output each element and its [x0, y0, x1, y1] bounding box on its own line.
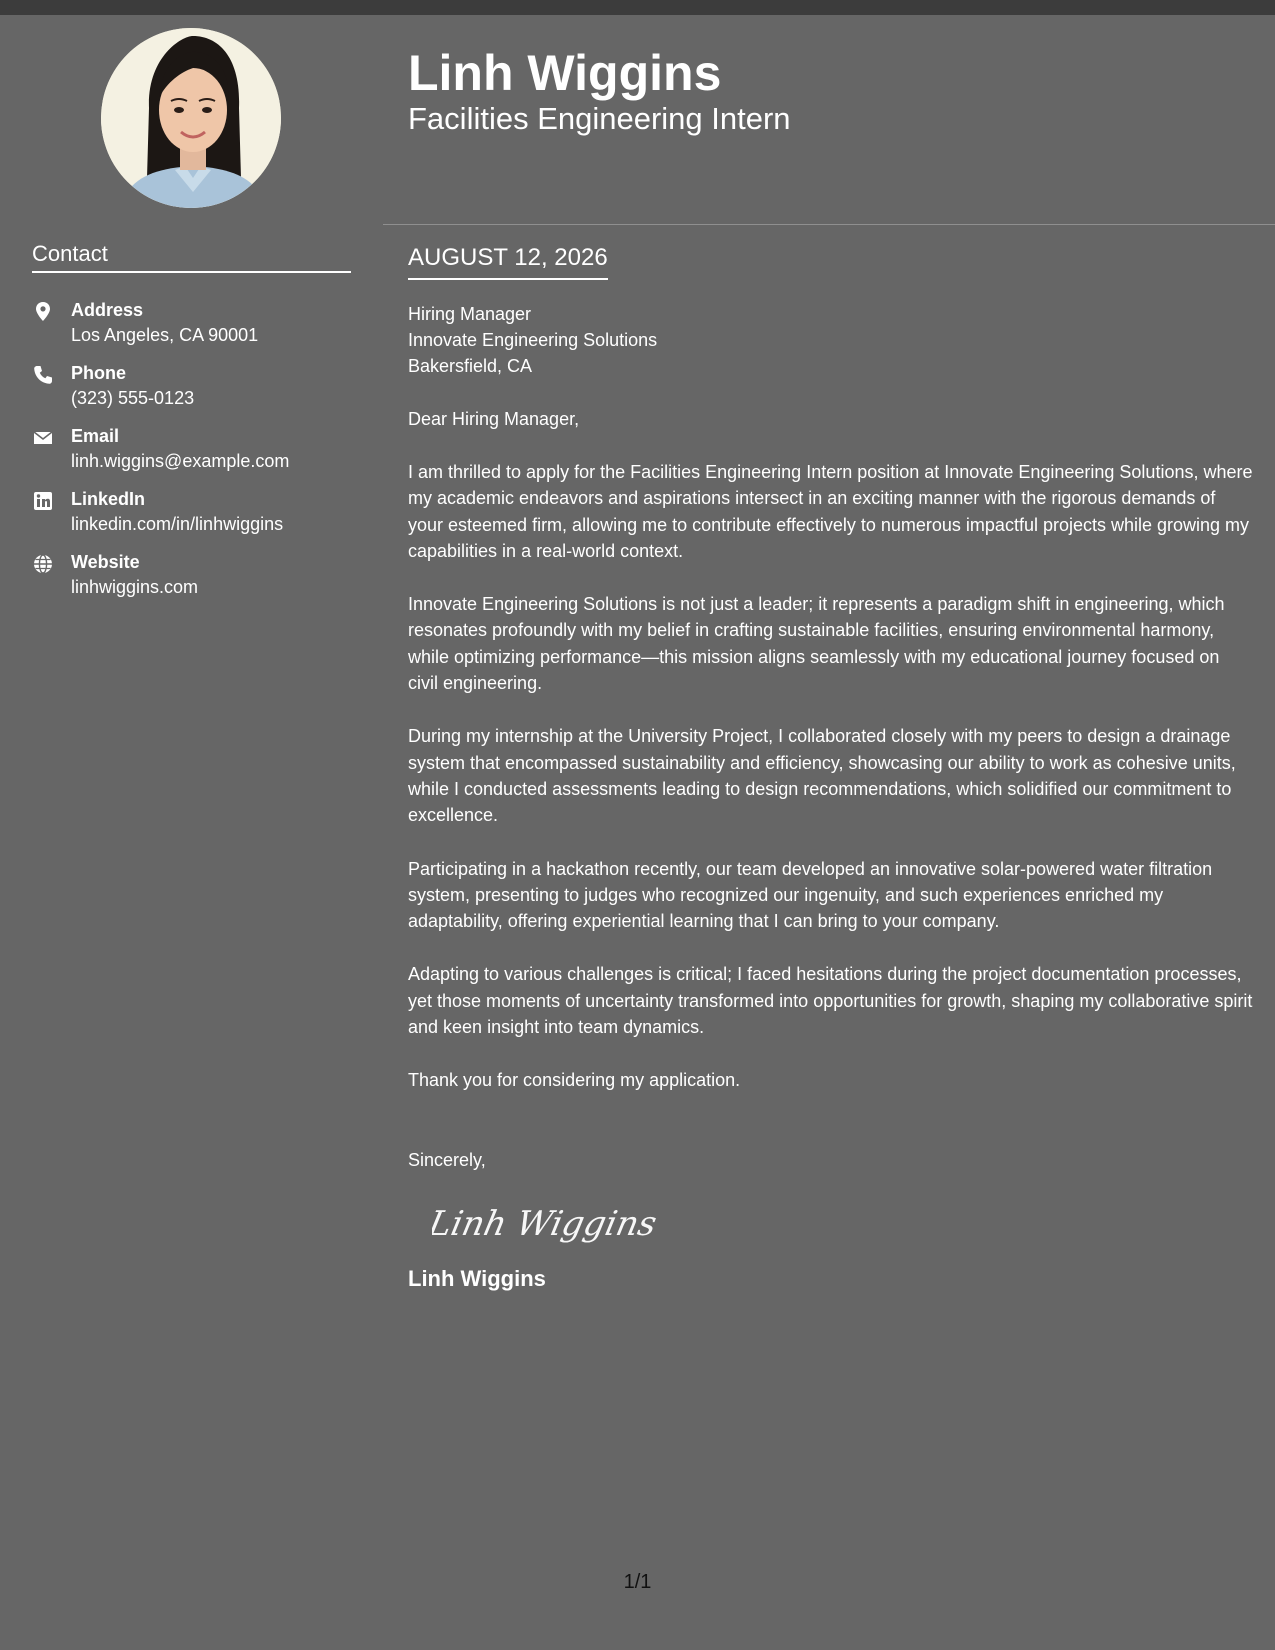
contact-value: (323) 555-0123 [71, 388, 195, 408]
body-paragraph: Thank you for considering my application. [408, 1070, 741, 1091]
body-paragraph: Innovate Engineering Solutions is not just a leader; it represents a paradigm shift in engineering, which resonates profoundly with my belief in crafting sustainable facilities, ensuring environmental harmony, while optimizing performance—this mission aligns seamlessly with my educational journey focused on civil engineering. [408, 594, 1225, 694]
body-paragraph: Participating in a hackathon recently, our team developed an innovative solar-powered water filtration system, presenting to judges who recognized our ingenuity, and such experiences enriched my adaptability, offering experiential learning that I can bring to your company. [408, 858, 1213, 932]
contact-value: linhwiggins.com [71, 577, 199, 597]
globe-icon [32, 553, 54, 575]
letter-date: AUGUST 12, 2026 [408, 244, 608, 280]
signature-image [432, 1191, 672, 1255]
body-paragraph: During my internship at the University Project, I collaborated closely with my peers to design a drainage system that encompassed sustainability and efficiency, showcasing our ability to work as cohesive units, while I conducted assessments leading to design recommendations, which solidified our commitment to excellence. [408, 726, 1236, 826]
sidebar [0, 15, 383, 1650]
avatar [101, 28, 281, 208]
contact-label: Website [71, 552, 140, 572]
contact-value: linh.wiggins@example.com [71, 451, 290, 471]
signer-name: Linh Wiggins [408, 1265, 546, 1291]
contact-value: Los Angeles, CA 90001 [71, 325, 259, 345]
contact-item-website [32, 551, 362, 614]
contact-label: Email [71, 426, 120, 446]
contact-heading: Contact [32, 241, 351, 273]
contact-label: Phone [71, 363, 127, 383]
phone-icon [32, 364, 54, 386]
portrait-image [101, 28, 281, 208]
body-paragraph: I am thrilled to apply for the Facilities Engineering Intern position at Innovate Engineering Solutions, where my academic endeavors and aspirations intersect in an exciting manner with the rigorous demands of your esteemed firm, allowing me to contribute effectively to numerous impactful projects while growing my capabilities in a real-world context. [408, 462, 1253, 561]
handwritten-signature [432, 1191, 1253, 1255]
recipient-line: Bakersfield, CA [408, 356, 533, 376]
contact-item-phone [32, 362, 362, 425]
signature-text: Linh Wiggins [432, 1203, 661, 1244]
recipient-line: Hiring Manager [408, 304, 532, 324]
page-number: 1/1 [623, 1571, 652, 1593]
linkedin-icon [32, 490, 54, 512]
location-pin-icon [32, 301, 54, 323]
recipient-line: Innovate Engineering Solutions [408, 330, 658, 350]
applicant-name: Linh Wiggins [408, 45, 722, 101]
recipient-block [408, 301, 1253, 379]
job-title: Facilities Engineering Intern [408, 101, 791, 136]
salutation: Dear Hiring Manager, [408, 409, 580, 429]
contact-label: LinkedIn [71, 489, 146, 509]
top-bar [0, 0, 1275, 15]
header [408, 45, 791, 137]
body-paragraph: Adapting to various challenges is critical; I faced hesitations during the project documentation processes, yet those moments of uncertainty transformed into opportunities for growth, shaping my collaborative spirit and keen insight into team dynamics. [408, 964, 1253, 1038]
contact-value: linkedin.com/in/linhwiggins [71, 514, 284, 534]
contact-list [32, 299, 362, 614]
contact-item-email [32, 425, 362, 488]
envelope-icon [32, 427, 54, 449]
letter-body [408, 244, 1253, 1293]
contact-item-linkedin [32, 488, 362, 551]
contact-item-address [32, 299, 362, 362]
closing: Sincerely, [408, 1149, 486, 1170]
header-divider [383, 224, 1275, 225]
contact-label: Address [71, 300, 144, 320]
